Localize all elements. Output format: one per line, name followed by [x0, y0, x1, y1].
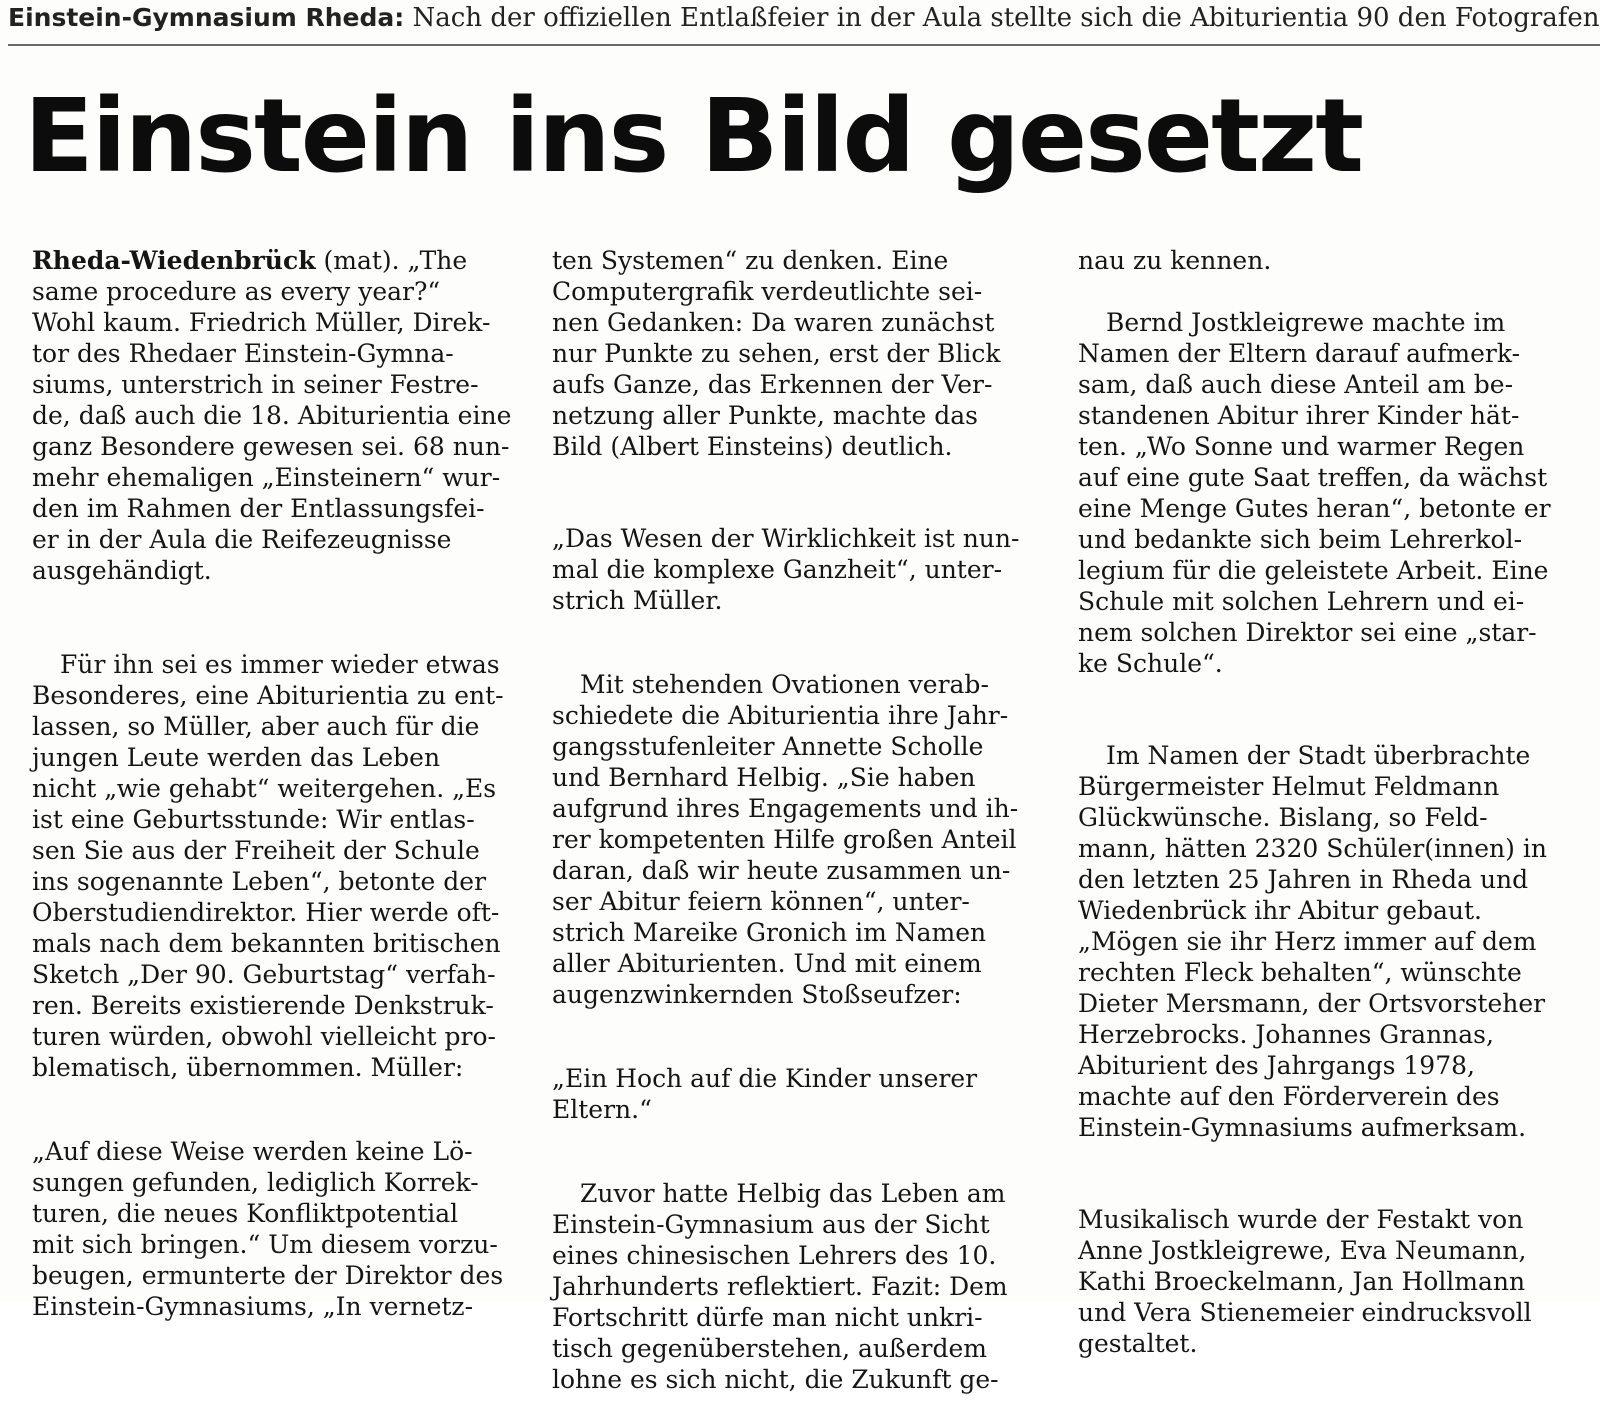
dateline: Rheda-Wiedenbrück [32, 246, 316, 275]
paragraph: „Ein Hoch auf die Kinder unserer Eltern.“ [552, 1064, 978, 1124]
paragraph [32, 245, 522, 586]
headline: Einstein ins Bild gesetzt [24, 77, 1362, 196]
photo-caption [8, 0, 1600, 46]
caption-lead: Einstein-Gymnasium Rheda: [8, 3, 405, 32]
caption-text: Nach der offiziellen Entlaßfeier in der Aula stellte sich die Abiturientia 90 den Fotografen [404, 3, 1600, 33]
article-column-2 [552, 214, 1046, 1426]
paragraph: Bernd Jostkleigrewe machte im Namen der Eltern darauf aufmerk- sam, daß auch diese Anteil am be- standenen Abitur ihrer Kinder hät- ten. „Wo Sonne und warmer Regen auf eine gute Saat treffen, da wächst eine Menge Gutes heran“, betonte er und bedankte sich beim Lehrerkol- legium für die geleistete Arbeit. Eine Schule mit solchen Lehrern und ei- nem solchen Direktor sei eine „star- ke Schule“. [1078, 308, 1551, 678]
paragraph: Zuvor hatte Helbig das Leben am Einstein-Gymnasium aus der Sicht eines chinesischen Lehrers des 10. Jahrhunderts reflektiert. Fazit: Dem Fortschritt dürfe man nicht unkri- tisch gegenüberstehen, außerdem lohne es sich nicht, die Zukunft ge- [552, 1179, 1008, 1394]
paragraph: Für ihn sei es immer wieder etwas Besonderes, eine Abiturientia zu ent- lassen, so Müller, aber auch für die jungen Leute werden das Leben nicht „wie gehabt“ weitergehen. „Es ist eine Geburtsstunde: Wir entlas- sen Sie aus der Freiheit der Schule ins sogenannte Leben“, betonte der Oberstudiendirektor. Hier werde oft- mals nach dem bekannten britischen Sketch „Der 90. Geburtstag“ verfah- ren. Bereits existierende Denkstruk- turen würden, obwohl vielleicht pro- blematisch, übernommen. Müller: [32, 650, 504, 1082]
article-column-1 [32, 214, 522, 1353]
paragraph: Musikalisch wurde der Festakt von Anne Jostkleigrewe, Eva Neumann, Kathi Broeckelmann, Jan Hollmann und Vera Stienemeier eindrucksvoll gestaltet. [1078, 1205, 1532, 1358]
paragraph: Im Namen der Stadt überbrachte Bürgermeister Helmut Feldmann Glückwünsche. Bislang, so Feld- mann, hätten 2320 Schüler(innen) in den letzten 25 Jahren in Rheda und Wiedenbrück ihr Abitur gebaut. „Mögen sie ihr Herz immer auf dem rechten Fleck behalten“, wünschte Dieter Mersmann, der Ortsvorsteher Herzebrocks. Johannes Grannas, Abiturient des Jahrgangs 1978, machte auf den Förderverein des Einstein-Gymnasiums aufmerksam. [1078, 741, 1547, 1142]
paragraph-text: (mat). „The same procedure as every year?“ Wohl kaum. Friedrich Müller, Direk- tor des Rhedaer Einstein-Gymna- siums, unterstrich in seiner Festre- de, daß auch die 18. Abiturientia eine ganz Besondere gewesen sei. 68 nun- mehr ehemaligen „Einsteinern“ wur- den im Rahmen der Entlassungsfei- er in der Aula die Reifezeugnisse ausgehändigt. [32, 246, 512, 585]
article-column-3 [1078, 214, 1568, 1390]
paragraph: „Auf diese Weise werden keine Lö- sungen gefunden, lediglich Korrek- turen, die neues Konfliktpotential mit sich bringen.“ Um diesem vorzu- beugen, ermunterte der Direktor des Einstein-Gymnasiums, „In vernetz- [32, 1137, 504, 1321]
paragraph: nau zu kennen. [1078, 246, 1272, 275]
paragraph: ten Systemen“ zu denken. Eine Computergrafik verdeutlichte sei- nen Gedanken: Da waren zunächst nur Punkte zu sehen, erst der Blick aufs Ganze, das Erkennen der Ver- netzung aller Punkte, machte das Bild (Albert Einsteins) deutlich. [552, 246, 1001, 461]
paragraph: Mit stehenden Ovationen verab- schiedete die Abiturientia ihre Jahr- gangsstufenleiter Annette Scholle und Bernhard Helbig. „Sie haben aufgrund ihres Engagements und ih- rer kompetenten Hilfe großen Anteil daran, daß wir heute zusammen un- ser Abitur feiern können“, unter- strich Mareike Gronich im Namen aller Abiturienten. Und mit einem augenzwinkernden Stoßseufzer: [552, 670, 1019, 1009]
paragraph: „Das Wesen der Wirklichkeit ist nun- mal die komplexe Ganzheit“, unter- strich Müller. [552, 524, 1020, 615]
